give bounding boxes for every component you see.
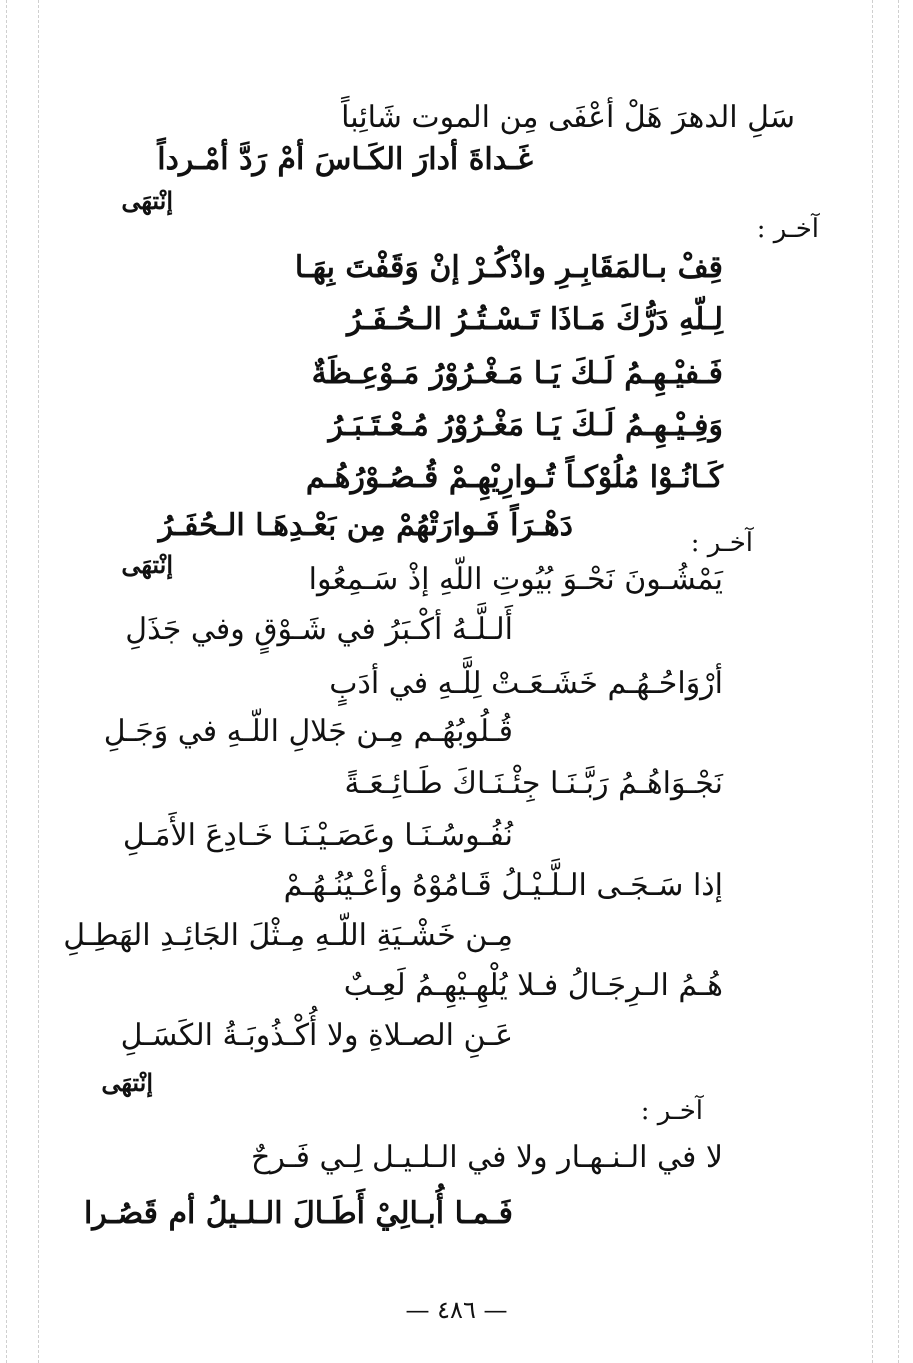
end-marker: إنْتهَى (121, 550, 173, 579)
verse-line: يَمْشُـونَ نَحْـوَ بُيُوتِ اللّهِ إذْ سَـمِعُوا (308, 562, 723, 597)
verse-line: سَلِ الدهرَ هَلْ أعْفَى مِن الموت شَائِباً (341, 100, 795, 135)
verse-line: عَـنِ الصـلاةِ ولا أُكْـذُوبَـةُ الكَسَـلِ (120, 1018, 513, 1053)
scan-edge-line (6, 0, 7, 1363)
section-label: آخـر : (756, 214, 819, 244)
verse-line: لِـلّهِ دَرُّكَ مَـاذَا تَـسْـتُـرُ الـحُـفَـرُ (346, 302, 723, 337)
end-marker: إنْتهَى (121, 186, 173, 215)
verse-line: لا في الـنـهـار ولا في الـلـيـل لِـي فَـرحٌ (250, 1140, 723, 1175)
section-label: آخـر : (640, 1096, 703, 1126)
verse-line: فَـفيْـهِـمُ لَـكَ يَـا مَـغْـرُوْرُ مَـوْعِـظَةٌ (311, 356, 723, 391)
verse-line: أرْوَاحُـهُـم خَشَـعَـتْ لِلَّـهِ في أدَبٍ (329, 666, 723, 701)
verse-line: قِفْ بـالمَقَابِـرِ واذْكُـرْ إنْ وَقَفْتَ بِهَـا (294, 250, 723, 285)
verse-line: مِـن خَشْـيَةِ اللّـهِ مِـثْلَ الجَائِـدِ الهَطِـلِ (63, 918, 513, 953)
verse-line: كَـانُـوْا مُلُوْكـاً تُـوارِيْهِـمْ قُـصُـوْرُهُـم (305, 460, 723, 495)
section-label: آخـر : (690, 528, 753, 558)
scan-edge-line (872, 0, 873, 1363)
page-number: — ٤٨٦ — (405, 1296, 508, 1324)
scan-edge-line (898, 0, 899, 1363)
verse-line: إذا سَـجَـى الـلَّـيْـلُ قَـامُوْهُ وأعْـيُنُـهُـمْ (283, 868, 723, 903)
verse-line: دَهْـرَاً فَـوارَتْهُمْ مِن بَعْـدِهَـا الـحُفَـرُ (158, 508, 573, 543)
verse-line: وَفِـيْـهِـمُ لَـكَ يَـا مَغْـرُوْرُ مُـعْـتَـبَـرُ (328, 408, 723, 443)
scan-edge-line (38, 0, 39, 1363)
verse-line: قُـلُوبُهُـم مِـن جَلالِ اللّـهِ في وَجَـلِ (103, 714, 513, 749)
verse-line: نُفُـوسُـنَـا وعَصَـيْـنَـا خَـادِعَ الأَمَـلِ (122, 818, 513, 853)
verse-line: فَـمـا أُبـالِيْ أَطَـالَ الـلـيلُ أم قَصُـرا (83, 1196, 513, 1231)
verse-line: أَلـلَّـهُ أكْـبَرُ في شَـوْقٍ وفي جَذَلِ (125, 612, 513, 647)
end-marker: إنْتهَى (101, 1068, 153, 1097)
verse-line: غَـداةَ أدارَ الكَـاسَ أمْ رَدَّ أمْـرداً (157, 142, 533, 177)
verse-line: هُـمُ الـرِجَـالُ فـلا يُلْهِـيْهِـمُ لَعِـبٌ (343, 968, 723, 1003)
verse-line: نَجْـوَاهُـمُ رَبَّـنَـا جِئْـنَـاكَ طَـائِـعَـةً (344, 766, 723, 801)
